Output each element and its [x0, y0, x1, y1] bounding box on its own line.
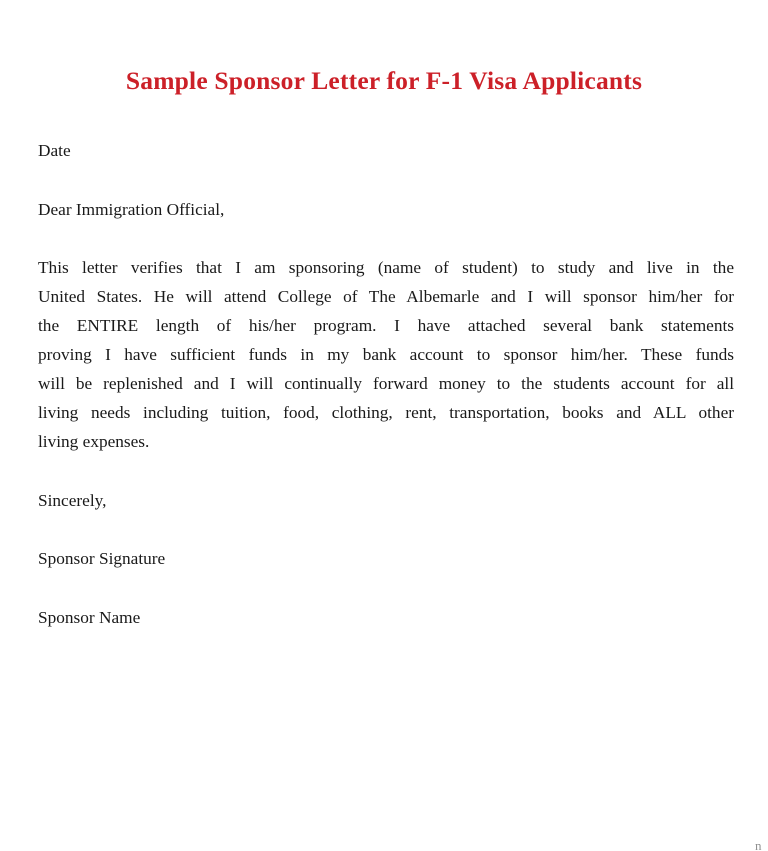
paragraph-line: living expenses.	[38, 432, 150, 451]
signature-block	[38, 544, 734, 573]
corner-artifact-glyph: n	[755, 840, 762, 851]
paragraph-line: the ENTIRE length of his/her program. I have attached several bank statements	[38, 316, 734, 335]
main-paragraph-block	[38, 253, 734, 456]
sponsor-signature-label: Sponsor Signature	[38, 549, 166, 568]
page-title: Sample Sponsor Letter for F-1 Visa Applicants	[125, 66, 643, 95]
salutation-block	[38, 195, 734, 224]
paragraph-line: This letter verifies that I am sponsoring (name of student) to study and live in the	[38, 258, 734, 277]
salutation-text: Dear Immigration Official,	[38, 200, 225, 219]
date-block	[38, 136, 734, 165]
closing-block	[38, 486, 734, 515]
main-paragraph	[38, 253, 734, 456]
paragraph-line: United States. He will attend College of The Albemarle and I will sponsor him/her for	[38, 287, 734, 306]
date-label: Date	[38, 141, 71, 160]
paragraph-line: living needs including tuition, food, clothing, rent, transportation, books and ALL other	[38, 403, 734, 422]
paragraph-line: will be replenished and I will continually forward money to the students account for all	[38, 374, 734, 393]
sponsor-name-label: Sponsor Name	[38, 608, 141, 627]
sponsor-name-block	[38, 603, 734, 632]
paragraph-line: proving I have sufficient funds in my bank account to sponsor him/her. These funds	[38, 345, 734, 364]
closing-text: Sincerely,	[38, 491, 107, 510]
